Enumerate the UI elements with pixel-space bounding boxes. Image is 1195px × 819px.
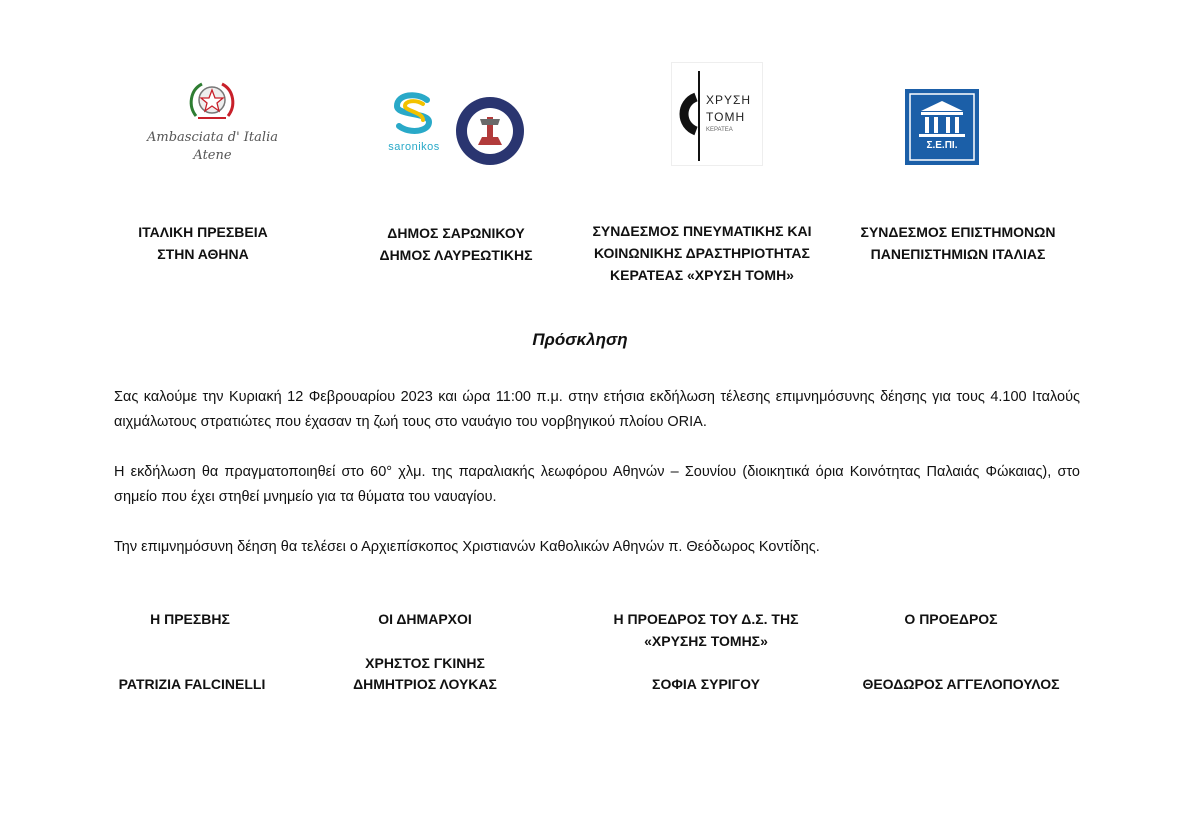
embassy-logo [125, 78, 300, 168]
embassy-logo-line2: Atene [193, 148, 232, 163]
italian-emblem-icon [125, 78, 300, 126]
org-municipalities [345, 222, 567, 266]
org-chrysi-tomi [572, 220, 832, 286]
signature-president-name: ΣΟΦΙΑ ΣΥΡΙΓΟΥ [652, 676, 760, 692]
chrysi-tomi-line3: ΚΕΡΑΤΕΑ [706, 127, 733, 133]
signature-ambassador-name: PATRIZIA FALCINELLI [118, 676, 266, 692]
org-setpi [838, 221, 1078, 265]
signature-president-role [586, 608, 826, 652]
invitation-title: Πρόσκληση [532, 330, 628, 349]
org-line: ΣΤΗΝ ΑΘΗΝΑ [157, 246, 249, 262]
invitation-paragraph-1: Σας καλούμε την Κυριακή 12 Φεβρουαρίου 2023 και ώρα 11:00 π.μ. στην ετήσια εκδήλωση τέλεσης επιμνημόσυνης δέησης για τους 4.100 Ιταλούς αιχμάλωτους στρατιώτες που έχασαν τη ζωή τους στο ναυάγιο του νορβηγικού πλοίου ORIA. [114, 389, 1080, 430]
lavreotiki-seal-icon [454, 95, 526, 167]
signature-role-line: Η ΠΡΟΕΔΡΟΣ ΤΟΥ Δ.Σ. ΤΗΣ [613, 611, 799, 627]
signature-mayor-name-2: ΔΗΜΗΤΡΙΟΣ ΛΟΥΚΑΣ [353, 676, 497, 692]
invitation-paragraph-2: Η εκδήλωση θα πραγματοποιηθεί στο 60° χλμ. της παραλιακής λεωφόρου Αθηνών – Σουνίου (διοικητικά όρια Κοινότητας Παλαιάς Φώκαιας), στο σημείο που έχει στηθεί μνημείο για τα θύματα του ναυαγίου. [114, 464, 1080, 505]
chrysi-tomi-line2: ΤΟΜΗ [706, 110, 746, 124]
signature-role-line: «ΧΡΥΣΗΣ ΤΟΜΗΣ» [644, 633, 768, 649]
chrysi-tomi-logo [671, 62, 763, 166]
org-embassy [103, 221, 303, 265]
signature-chairman-name: ΘΕΟΔΩΡΟΣ ΑΓΓΕΛΟΠΟΥΛΟΣ [862, 676, 1060, 692]
setpi-label: Σ.Ε.ΠΙ. [926, 140, 958, 151]
lavreotiki-logo [454, 95, 526, 167]
org-line: ΔΗΜΟΣ ΣΑΡΩΝΙΚΟΥ [387, 225, 525, 241]
setpi-temple-icon [905, 89, 979, 165]
signature-mayors-role: ΟΙ ΔΗΜΑΡΧΟΙ [378, 611, 472, 627]
signature-mayor-name-1: ΧΡΗΣΤΟΣ ΓΚΙΝΗΣ [365, 655, 485, 671]
chrysi-tomi-line1: ΧΡΥΣΗ [706, 93, 752, 107]
org-line: ΣΥΝΔΕΣΜΟΣ ΕΠΙΣΤΗΜΟΝΩΝ [860, 224, 1056, 240]
signature-chairman-role: Ο ΠΡΟΕΔΡΟΣ [904, 611, 998, 627]
saronikos-logo-text: saronikos [388, 141, 440, 153]
org-line: ΙΤΑΛΙΚΗ ΠΡΕΣΒΕΙΑ [138, 224, 268, 240]
org-line: ΠΑΝΕΠΙΣΤΗΜΙΩΝ ΙΤΑΛΙΑΣ [870, 246, 1046, 262]
embassy-logo-line1: Ambasciata d' Italia [147, 130, 278, 145]
org-line: ΚΕΡΑΤΕΑΣ «ΧΡΥΣΗ ΤΟΜΗ» [610, 267, 794, 283]
org-line: ΚΟΙΝΩΝΙΚΗΣ ΔΡΑΣΤΗΡΙΟΤΗΤΑΣ [594, 245, 810, 261]
signature-ambassador-role: Η ΠΡΕΣΒΗΣ [150, 611, 230, 627]
saronikos-logo [383, 92, 445, 154]
org-line: ΣΥΝΔΕΣΜΟΣ ΠΝΕΥΜΑΤΙΚΗΣ ΚΑΙ [592, 223, 812, 239]
saronikos-s-icon [383, 92, 445, 136]
setpi-logo [905, 89, 979, 165]
invitation-paragraph-3: Την επιμνημόσυνη δέηση θα τελέσει ο Αρχιεπίσκοπος Χριστιανών Καθολικών Αθηνών π. Θεόδωρος Κοντίδης. [114, 539, 820, 555]
org-line: ΔΗΜΟΣ ΛΑΥΡΕΩΤΙΚΗΣ [379, 247, 533, 263]
